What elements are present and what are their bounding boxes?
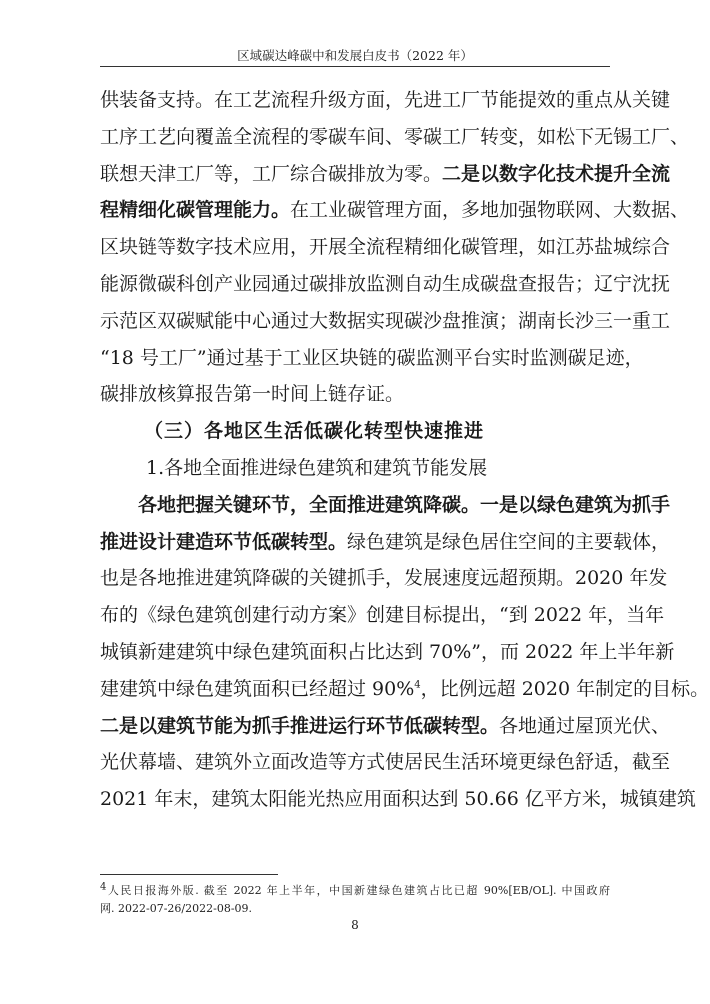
paragraph1-line: 区块链等数字技术应用，开展全流程精细化碳管理，如江苏盐城综合 <box>100 236 671 259</box>
paragraph2-line <box>100 671 710 708</box>
bold-text-run: 二是以数字化技术提升全流 <box>442 162 671 185</box>
text-run: 各地通过屋顶光伏、 <box>499 714 671 737</box>
footnote-marker: 4 <box>100 881 107 893</box>
paragraph1-line: 碳排放核算报告第一时间上链存证。 <box>100 383 405 406</box>
running-header: 区域碳达峰碳中和发展白皮书（2022 年） <box>237 48 473 63</box>
footnote-text: 人民日报海外版. 截至 2022 年上半年，中国新建绿色建筑占比已超 90%[EB/OL]. 中国政府 <box>106 884 610 897</box>
body-text <box>100 82 710 818</box>
paragraph1-line: 能源微碳科创产业园通过碳排放监测自动生成碳盘查报告；辽宁沈抚 <box>100 272 671 295</box>
header-rule <box>100 66 610 67</box>
section-heading: （三）各地区生活低碳化转型快速推进 <box>144 420 485 443</box>
paragraph1-line: 工序工艺向覆盖全流程的零碳车间、零碳工厂转变，如松下无锡工厂、 <box>100 125 690 148</box>
paragraph1-line <box>100 156 671 193</box>
bold-text-run: 程精细化碳管理能力。 <box>100 199 291 222</box>
bold-text-run: 一是以绿色建筑为抓手 <box>480 493 671 516</box>
text-run: 联想天津工厂等，工厂综合碳排放为零。 <box>100 162 443 185</box>
paragraph2-line: 布的《绿色建筑创建行动方案》创建目标提出，“到 2022 年，当年 <box>100 604 665 627</box>
subheading: 1.各地全面推进绿色建筑和建筑节能发展 <box>146 456 488 479</box>
footnote-reference: 4 <box>414 679 421 691</box>
bold-text-run: 推进设计建造环节低碳转型。 <box>100 530 348 553</box>
paragraph2-line <box>100 708 671 745</box>
paragraph2-line <box>100 487 671 524</box>
paragraph2-line: 光伏幕墙、建筑外立面改造等方式使居民生活环境更绿色舒适，截至 <box>100 751 671 774</box>
paragraph2-line <box>100 524 671 561</box>
footnote-rule <box>100 874 278 875</box>
footnote-line <box>100 882 610 900</box>
paragraph1-line <box>100 192 690 229</box>
paragraph1-line: “18 号工厂”通过基于工业区块链的碳监测平台实时监测碳足迹， <box>100 346 644 369</box>
bold-text-run: 各地把握关键环节，全面推进建筑降碳。 <box>138 493 481 516</box>
bold-text-run: 二是以建筑节能为抓手推进运行环节低碳转型。 <box>100 714 500 737</box>
text-run: 在工业碳管理方面，多地加强物联网、大数据、 <box>290 199 690 222</box>
text-run: 建建筑中绿色建筑面积已经超过 90% <box>100 677 415 700</box>
paragraph2-line: 城镇新建建筑中绿色建筑面积占比达到 70%”，而 2022 年上半年新 <box>100 640 675 663</box>
paragraph1-line: 示范区双碳赋能中心通过大数据实现碳沙盘推演；湖南长沙三一重工 <box>100 309 671 332</box>
text-run: 绿色建筑是绿色居住空间的主要载体， <box>347 530 671 553</box>
footnote <box>100 882 610 918</box>
page-number: 8 <box>351 918 359 932</box>
paragraph2-line: 2021 年末，建筑太阳能光热应用面积达到 50.66 亿平方米，城镇建筑 <box>100 788 696 811</box>
text-run: ，比例远超 2020 年制定的目标。 <box>420 677 710 700</box>
paragraph1-line: 供装备支持。在工艺流程升级方面，先进工厂节能提效的重点从关键 <box>100 89 671 111</box>
footnote-line: 网. 2022-07-26/2022-08-09. <box>100 902 253 915</box>
paragraph2-line: 也是各地推进建筑降碳的关键抓手，发展速度远超预期。2020 年发 <box>100 567 668 590</box>
